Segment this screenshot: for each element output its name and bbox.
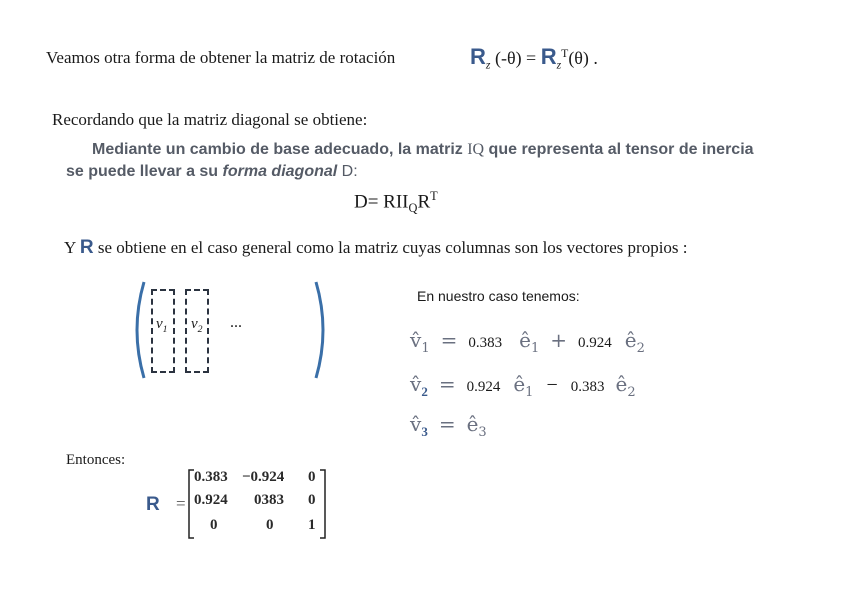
- matrix-right-paren: [312, 280, 334, 380]
- matrix-row: [194, 517, 324, 540]
- matrix-cell: −0.924: [242, 469, 285, 485]
- eq-r-symbol-2: R: [540, 44, 557, 69]
- matrix-cell: 0: [266, 517, 274, 533]
- eq-sup-2: T: [561, 47, 569, 60]
- matrix-cell: 0.924: [194, 492, 228, 508]
- intro-text: Veamos otra forma de obtener la matriz de rotación: [46, 48, 396, 67]
- eigenvector-v3: $v̂_3$ = $ê_3$: [410, 412, 487, 440]
- eq-arg-2: (θ) .: [568, 48, 598, 68]
- result-r-symbol: R: [146, 494, 160, 515]
- diagonal-formula: $D= RII_QR^T$: [354, 189, 438, 216]
- recall-line: Recordando que la matriz diagonal se obtiene:: [52, 110, 368, 129]
- quote-line-2: se puede llevar a su forma diagonal D:: [66, 163, 358, 180]
- matrix-cell: 0.383: [194, 469, 228, 485]
- eq-arg: (-θ) =: [490, 48, 541, 68]
- eigenvector-statement: Y R se obtiene en el caso general como la matriz cuyas columnas son los vectores propios :: [64, 237, 688, 258]
- column-ellipsis: ...: [230, 314, 242, 331]
- result-equals: =: [176, 494, 186, 513]
- case-title: En nuestro caso tenemos:: [417, 288, 580, 304]
- matrix-cell: 0: [210, 517, 218, 533]
- diagonal-form-emphasis: forma diagonal: [222, 163, 338, 180]
- eq-sub-2: z: [556, 58, 562, 72]
- statement-r-symbol: R: [79, 237, 94, 258]
- quote-line-1: Mediante un cambio de base adecuado, la matriz IQ que representa al tensor de inercia: [92, 141, 754, 158]
- eq-sub: z: [485, 58, 491, 72]
- matrix-cell: 1: [308, 517, 316, 533]
- rotation-equation: [470, 44, 598, 72]
- intro-line: [46, 48, 395, 68]
- matrix-row: [194, 492, 324, 517]
- result-matrix: [194, 469, 324, 540]
- matrix-cell: 0383: [254, 492, 284, 508]
- eigenvector-v1: $v̂_1 = 0.383$ $ê_1 + 0.924$ $ê_2$: [410, 328, 645, 356]
- matrix-left-paren: [126, 280, 148, 380]
- eigenvector-v2: $v̂_2 = 0.924$ $ê_1 - 0.383$ $ê_2$: [410, 372, 636, 400]
- column-label-v2: $v_2$: [191, 316, 203, 335]
- matrix-cell: 0: [308, 492, 316, 508]
- conclusion-label: Entonces:: [66, 452, 126, 468]
- inertia-symbol: IQ: [467, 141, 485, 158]
- matrix-row: [194, 469, 324, 492]
- eq-r-symbol: R: [470, 44, 486, 69]
- matrix-cell: 0: [308, 469, 316, 485]
- column-label-v1: $v_1$: [156, 316, 168, 335]
